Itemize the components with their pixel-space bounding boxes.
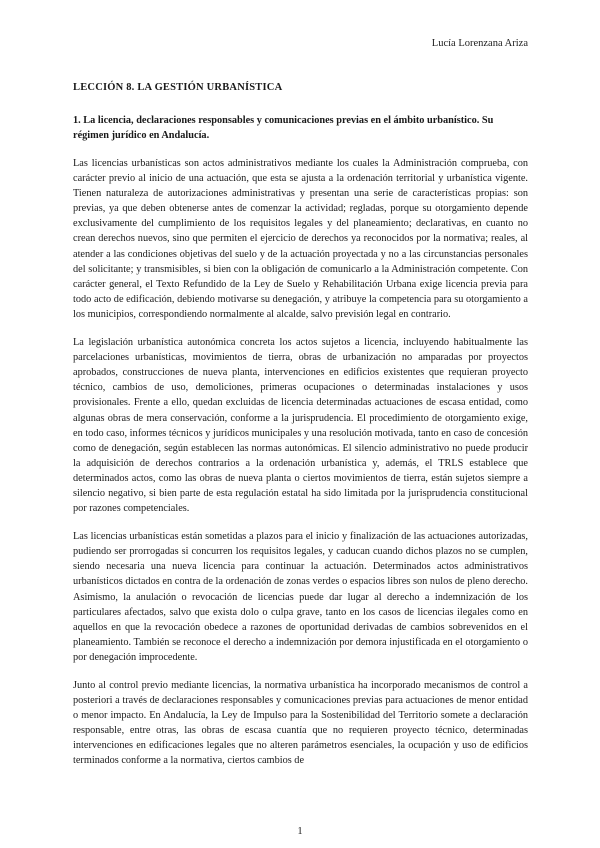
paragraph-1: Las licencias urbanísticas son actos administrativos mediante los cuales la Administración comprueba, con carácter previo al inicio de una actuación, que esta se ajusta a la ordenación territorial y urbanística vigente. Tienen naturaleza de autorizaciones administrativas y presentan una serie de características propias: son previas, ya que deben obtenerse antes de comenzar la actividad; regladas, porque su otorgamiento depende exclusivamente del cumplimiento de los requisitos legales y del planeamiento; declarativas, en cuanto no crean derechos nuevos, sino que permiten el ejercicio de derechos ya reconocidos por la normativa; reales, al atender a las condiciones objetivas del suelo y de la actuación proyectada y no a las circunstancias personales del solicitante; y transmisibles, si bien con la obligación de comunicarlo a la Administración competente. Con carácter general, el Texto Refundido de la Ley de Suelo y Rehabilitación Urbana exige licencia previa para todo acto de edificación, debiendo motivarse su denegación, y atribuye la competencia para su otorgamiento a los municipios, correspondiendo normalmente al alcalde, salvo previsión legal en contrario. (73, 158, 528, 320)
paragraph-2: La legislación urbanística autonómica concreta los actos sujetos a licencia, incluyendo habitualmente las parcelaciones urbanísticas, movimientos de tierra, obras de urbanización no amparadas por proyectos aprobados, construcciones de nueva planta, intervenciones en edificios existentes que requieran proyecto técnico, cambios de uso, demoliciones, primeras ocupaciones o determinadas instalaciones y usos provisionales. Frente a ello, quedan excluidas de licencia determinadas actuaciones de escasa entidad, como algunas obras de mera conservación, conforme a la jurisprudencia. El procedimiento de otorgamiento exige, en todo caso, informes técnicos y jurídicos municipales y una resolución motivada, tanto en caso de concesión como de denegación, según establecen las normas autonómicas. El silencio administrativo no puede producir la adquisición de derechos contrarios a la ordenación urbanística y, además, el TRLS establece que determinados actos, como las obras de nueva planta o ciertos movimientos de tierra, están sujetos siempre a silencio negativo, si bien parte de esta regulación estatal ha sido limitada por la jurisprudencia constitucional por razones competenciales. (73, 337, 528, 515)
header-author: Lucía Lorenzana Ariza (431, 38, 528, 49)
paragraph-3: Las licencias urbanísticas están sometidas a plazos para el inicio y finalización de las actuaciones autorizadas, pudiendo ser prorrogadas si concurren los requisitos legales, y caducan cuando dichos plazos no se cumplen, siendo necesaria una nueva licencia para continuar la actuación. Determinados actos administrativos urbanísticos dictados en contra de la ordenación de zonas verdes o espacios libres son nulos de pleno derecho. Asimismo, la anulación o revocación de licencias puede dar lugar al derecho a indemnización de los particulares afectados, salvo que exista dolo o culpa grave, tanto en los casos de licencias ilegales como en aquellos en que la revocación obedece a razones de oportunidad derivadas de cambios sobrevenidos en el planeamiento. También se reconoce el derecho a indemnización por demora injustificada en el otorgamiento o por denegación improcedente. (73, 531, 528, 663)
section-title: 1. La licencia, declaraciones responsables y comunicaciones previas en el ámbito urbanístico. Su régimen jurídico en Andalucía. (73, 115, 494, 141)
paragraph-4: Junto al control previo mediante licencias, la normativa urbanística ha incorporado mecanismos de control a posteriori a través de declaraciones responsables y comunicaciones previas para actuaciones de menor entidad o menor impacto. En Andalucía, la Ley de Impulso para la Sostenibilidad del Territorio somete a declaración responsable, entre otras, las obras de escasa cuantía que no requieren proyecto técnico, determinadas intervenciones en edificaciones legales que no alteren parámetros esenciales, la ocupación y uso de edificios terminados conforme a la normativa, ciertos cambios de (73, 680, 528, 767)
lesson-title: LECCIÓN 8. LA GESTIÓN URBANÍSTICA (73, 82, 283, 93)
document-body (73, 82, 528, 782)
page-number: 1 (297, 826, 303, 837)
